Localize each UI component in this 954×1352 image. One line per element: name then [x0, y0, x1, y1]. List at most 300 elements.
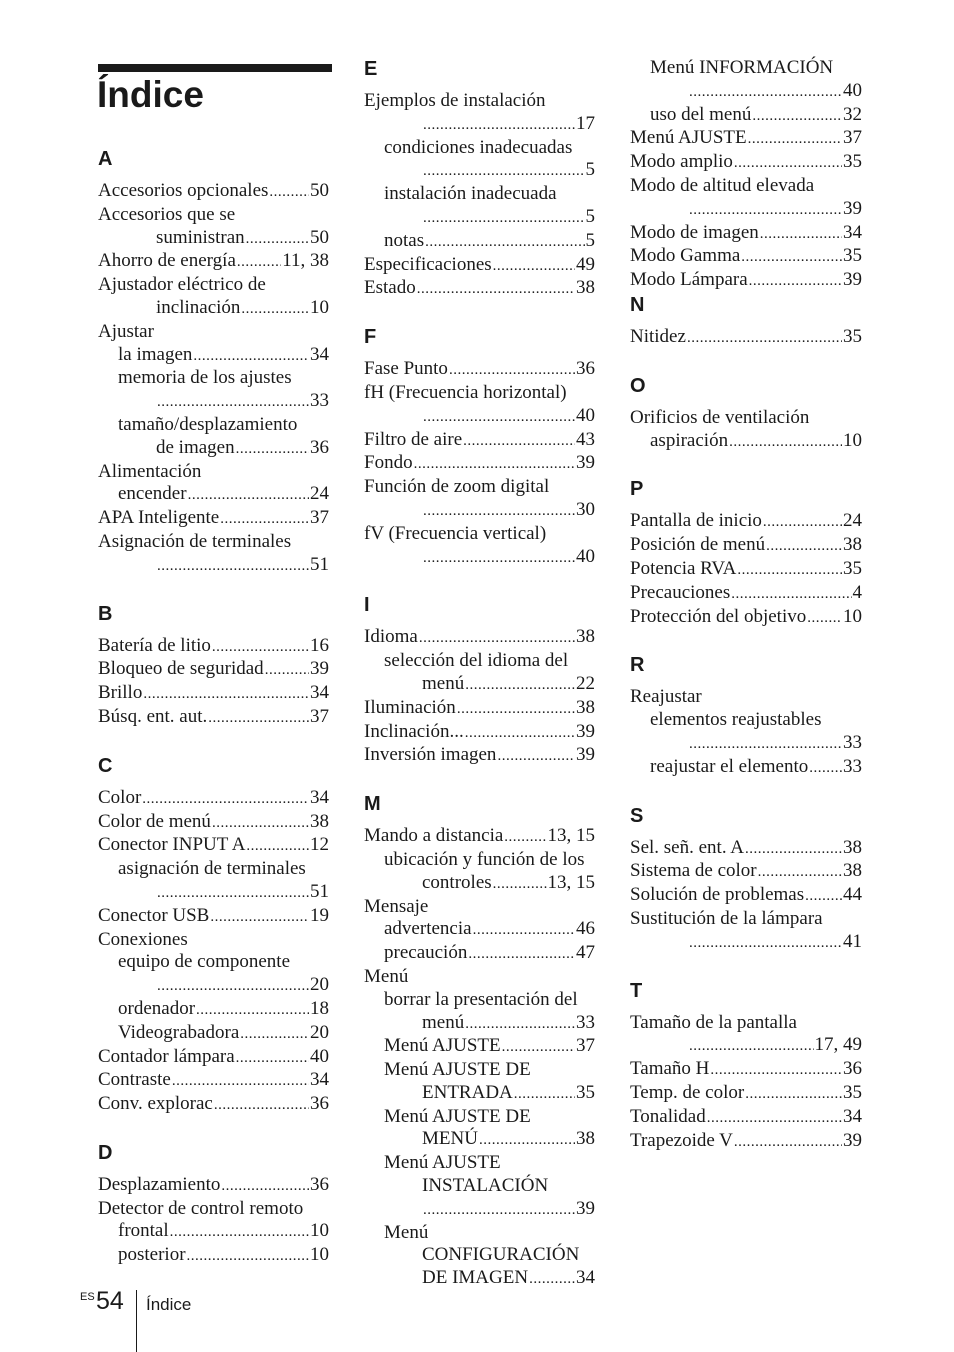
entry-page-ref: 36 — [310, 436, 329, 458]
entry-page-ref: 50 — [310, 226, 329, 248]
entry-term: Estado — [364, 277, 416, 299]
entry-page-ref: 36 — [843, 1058, 862, 1080]
index-entry — [98, 998, 329, 1022]
entry-term: suministran — [156, 226, 245, 248]
dot-leader — [170, 1221, 309, 1244]
dot-leader — [208, 707, 309, 730]
entry-term: Accesorios que se — [98, 203, 236, 225]
entry-term: Videograbadora — [118, 1021, 240, 1043]
entry-page-ref: 10 — [310, 296, 329, 318]
entry-term: controles — [422, 871, 492, 893]
entry-term: notas — [384, 229, 425, 251]
index-entry — [630, 80, 862, 104]
dot-leader — [758, 861, 842, 884]
dot-leader — [423, 500, 575, 523]
entry-term: Conector INPUT A — [98, 834, 246, 856]
entry-term: ordenador — [118, 997, 196, 1019]
dot-leader — [465, 674, 575, 697]
entry-term: Trapezoide V — [630, 1129, 733, 1151]
index-entry — [98, 227, 329, 251]
dot-leader — [246, 228, 309, 251]
index-entry — [98, 1198, 329, 1221]
dot-leader — [157, 555, 309, 578]
entry-term: reajustar el elemento — [650, 755, 809, 777]
dot-leader — [142, 788, 309, 811]
entry-term: advertencia — [384, 918, 472, 940]
index-entry — [98, 858, 329, 881]
entry-page-ref: 39 — [576, 1197, 595, 1219]
entry-page-ref: 38 — [576, 626, 595, 648]
entry-term: Sel. señ. ent. A — [630, 836, 744, 858]
dot-leader — [493, 255, 575, 278]
entry-page-ref: 35 — [843, 245, 862, 267]
entry-term: Inversión imagen — [364, 744, 497, 766]
entry-term: encender — [118, 483, 187, 505]
entry-term: Sistema de color — [630, 860, 757, 882]
dot-leader — [210, 906, 309, 929]
index-entry — [630, 1058, 862, 1082]
entry-page-ref: 35 — [843, 151, 862, 173]
index-entry — [630, 198, 862, 222]
entry-page-ref: 40 — [843, 79, 862, 101]
index-entry — [98, 974, 329, 998]
entry-page-ref: 30 — [576, 498, 595, 520]
dot-leader — [172, 1070, 309, 1093]
dot-leader — [479, 1129, 575, 1152]
section-letter: F — [364, 326, 377, 349]
entry-term: condiciones inadecuadas — [384, 136, 573, 158]
index-entry — [364, 452, 595, 476]
entry-term: Sustitución de la lámpara — [630, 907, 823, 929]
entry-page-ref: 5 — [585, 159, 595, 181]
entry-page-ref: 35 — [843, 557, 862, 579]
entry-term: Ajustar — [98, 320, 154, 342]
index-entry — [364, 206, 595, 230]
entry-term: Menú INFORMACIÓN — [650, 57, 834, 78]
entry-term: Menú AJUSTE — [384, 1035, 501, 1057]
entry-page-ref: 46 — [576, 918, 595, 940]
entry-term: fV (Frecuencia vertical) — [364, 522, 547, 544]
entry-page-ref: 32 — [843, 103, 862, 125]
dot-leader — [465, 722, 575, 745]
entry-page-ref: 33 — [843, 731, 862, 753]
entry-page-ref: 40 — [576, 404, 595, 426]
entry-term: frontal — [118, 1220, 169, 1242]
dot-leader — [748, 128, 842, 151]
section-letter: C — [98, 754, 113, 777]
entry-page-ref: 18 — [310, 997, 329, 1019]
entry-page-ref: 35 — [576, 1081, 595, 1103]
dot-leader — [729, 431, 842, 454]
entry-page-ref: 35 — [843, 325, 862, 347]
index-entry — [630, 151, 862, 175]
footer-divider — [136, 1290, 137, 1352]
index-entry — [630, 127, 862, 151]
index-entry — [364, 1012, 595, 1036]
index-entry — [364, 382, 595, 405]
index-entry — [98, 682, 329, 706]
entry-term: Menú AJUSTE — [630, 127, 747, 149]
index-entry — [98, 834, 329, 858]
index-entry — [98, 811, 329, 835]
index-column-3 — [630, 57, 862, 1153]
index-entry — [364, 429, 595, 453]
index-entry — [98, 367, 329, 390]
entry-page-ref: 5 — [585, 229, 595, 251]
entry-term: Brillo — [98, 682, 143, 704]
index-entry — [364, 825, 595, 849]
entry-page-ref: 33 — [310, 390, 329, 412]
entry-term: APA Inteligente — [98, 507, 220, 529]
entry-term: Bloqueo de seguridad — [98, 658, 264, 680]
dot-leader — [514, 1083, 575, 1106]
index-entry — [364, 90, 595, 113]
dot-leader — [468, 943, 575, 966]
entry-term: menú — [422, 1011, 465, 1033]
index-entry — [364, 1175, 595, 1198]
dot-leader — [457, 698, 575, 721]
entry-page-ref: 37 — [310, 705, 329, 727]
index-entry — [98, 554, 329, 578]
dot-leader — [236, 438, 309, 461]
entry-page-ref: 51 — [310, 553, 329, 575]
entry-term: Nitidez — [630, 325, 686, 347]
index-entry — [630, 534, 862, 558]
dot-leader — [710, 1059, 842, 1082]
entry-term: Detector de control remoto — [98, 1197, 304, 1219]
index-entry — [98, 461, 329, 484]
index-entry — [98, 507, 329, 531]
index-entry — [364, 1244, 595, 1267]
index-entry — [630, 606, 862, 630]
entry-page-ref: 10 — [843, 429, 862, 451]
index-entry — [630, 57, 862, 80]
entry-term: Color — [98, 786, 142, 808]
entry-term: Menú — [364, 965, 409, 987]
dot-leader — [241, 298, 309, 321]
index-entry — [98, 180, 329, 204]
dot-leader — [734, 1131, 842, 1154]
index-entry — [98, 390, 329, 414]
index-entry — [364, 254, 595, 278]
index-entry — [364, 159, 595, 183]
entry-page-ref: 38 — [310, 810, 329, 832]
index-entry — [630, 558, 862, 582]
entry-term: Idioma — [364, 626, 418, 648]
index-entry — [364, 966, 595, 989]
dot-leader — [423, 160, 585, 183]
index-entry — [98, 321, 329, 344]
entry-page-ref: 39 — [576, 744, 595, 766]
dot-leader — [237, 251, 281, 274]
entry-term: Ejemplos de instalación — [364, 90, 546, 111]
index-entry — [98, 1046, 329, 1070]
dot-leader — [157, 882, 309, 905]
entry-term: memoria de los ajustes — [118, 367, 292, 389]
index-entry — [98, 1244, 329, 1268]
index-entry — [364, 942, 595, 966]
index-entry — [630, 582, 862, 606]
entry-page-ref: 49 — [576, 253, 595, 275]
index-entry — [364, 872, 595, 896]
entry-page-ref: 36 — [576, 358, 595, 380]
index-entry — [364, 1106, 595, 1129]
entry-term: Solución de problemas — [630, 884, 805, 906]
entry-page-ref: 11, 38 — [282, 250, 329, 272]
footer-section-label: Índice — [146, 1295, 192, 1314]
entry-term: Inclinación... — [364, 720, 464, 742]
footer-language-tag: ES — [80, 1291, 95, 1303]
index-entry — [364, 476, 595, 499]
entry-page-ref: 17 — [576, 112, 595, 134]
entry-page-ref: 36 — [310, 1173, 329, 1195]
section-letter: T — [630, 979, 643, 1002]
index-entry — [364, 673, 595, 697]
dot-leader — [745, 838, 842, 861]
dot-leader — [221, 1175, 309, 1198]
entry-page-ref: 36 — [310, 1093, 329, 1115]
entry-term: Conexiones — [98, 928, 188, 950]
index-entry — [364, 1152, 595, 1175]
dot-leader — [423, 547, 575, 570]
entry-page-ref: 34 — [843, 221, 862, 243]
section-letter: R — [630, 654, 645, 677]
dot-leader — [493, 873, 547, 896]
entry-page-ref: 39 — [576, 720, 595, 742]
dot-leader — [157, 391, 309, 414]
dot-leader — [504, 826, 546, 849]
entry-page-ref: 43 — [576, 428, 595, 450]
entry-page-ref: 10 — [310, 1244, 329, 1266]
entry-page-ref: 38 — [576, 696, 595, 718]
dot-leader — [423, 406, 575, 429]
index-entry — [630, 1034, 862, 1058]
entry-term: Tonalidad — [630, 1105, 706, 1127]
index-entry — [98, 658, 329, 682]
entry-term: Modo de altitud elevada — [630, 174, 815, 196]
entry-page-ref: 19 — [310, 904, 329, 926]
entry-term: instalación inadecuada — [384, 183, 557, 205]
index-entry — [630, 430, 862, 454]
index-entry — [630, 407, 862, 430]
dot-leader — [734, 152, 842, 175]
dot-leader — [689, 81, 842, 104]
entry-page-ref: 17, 49 — [814, 1034, 862, 1056]
entry-page-ref: 38 — [843, 836, 862, 858]
entry-term: fH (Frecuencia horizontal) — [364, 381, 567, 403]
dot-leader — [419, 627, 575, 650]
section-letter: N — [630, 293, 645, 316]
dot-leader — [741, 246, 842, 269]
index-entry — [630, 222, 862, 246]
entry-term: Menú AJUSTE — [384, 1152, 501, 1174]
index-entry — [630, 908, 862, 931]
entry-page-ref: 24 — [843, 510, 862, 532]
index-entry — [364, 523, 595, 546]
entry-page-ref: 34 — [310, 1069, 329, 1091]
dot-leader — [220, 508, 309, 531]
dot-leader — [463, 430, 575, 453]
dot-leader — [473, 919, 575, 942]
index-entry — [364, 405, 595, 429]
dot-leader — [689, 1035, 814, 1058]
index-entry — [630, 326, 862, 350]
index-entry — [364, 697, 595, 721]
entry-page-ref: 39 — [576, 452, 595, 474]
index-entry — [98, 483, 329, 507]
index-entry — [98, 1022, 329, 1046]
entry-term: Menú AJUSTE DE — [384, 1059, 531, 1081]
index-entry — [630, 1082, 862, 1106]
dot-leader — [240, 1023, 309, 1046]
index-entry — [630, 860, 862, 884]
entry-term: Modo Lámpara — [630, 269, 748, 291]
entry-term: aspiración — [650, 429, 729, 451]
entry-term: Alimentación — [98, 460, 202, 482]
entry-term: Color de menú — [98, 810, 211, 832]
index-entry — [364, 1222, 595, 1245]
index-entry — [630, 104, 862, 128]
entry-term: Contador lámpara — [98, 1045, 235, 1067]
dot-leader — [246, 835, 309, 858]
entry-term: Menú — [384, 1221, 429, 1243]
index-entry — [98, 531, 329, 554]
index-entry — [98, 344, 329, 368]
dot-leader — [423, 207, 585, 230]
dot-leader — [745, 1083, 842, 1106]
entry-term: Posición de menú — [630, 534, 766, 556]
entry-page-ref: 37 — [843, 127, 862, 149]
entry-term: la imagen — [118, 343, 193, 365]
entry-page-ref: 37 — [310, 507, 329, 529]
index-entry — [364, 499, 595, 523]
entry-page-ref: 10 — [310, 1220, 329, 1242]
index-entry — [364, 721, 595, 745]
entry-page-ref: 38 — [843, 534, 862, 556]
entry-term: Especificaciones — [364, 253, 492, 275]
entry-page-ref: 39 — [843, 197, 862, 219]
index-entry — [630, 1012, 862, 1035]
index-entry — [364, 1035, 595, 1059]
dot-leader — [265, 659, 309, 682]
index-column-1 — [98, 147, 329, 1268]
dot-leader — [737, 559, 842, 582]
dot-leader — [188, 484, 309, 507]
dot-leader — [269, 181, 309, 204]
entry-term: Reajustar — [630, 686, 702, 708]
dot-leader — [497, 745, 575, 768]
entry-page-ref: 24 — [310, 483, 329, 505]
index-entry — [630, 931, 862, 955]
entry-term: Temp. de color — [630, 1081, 745, 1103]
index-entry — [98, 297, 329, 321]
index-entry — [630, 709, 862, 732]
dot-leader — [214, 1094, 309, 1117]
entry-term: Menú AJUSTE DE — [384, 1105, 531, 1127]
entry-term: tamaño/desplazamiento — [118, 413, 298, 435]
entry-term: Función de zoom digital — [364, 476, 550, 498]
index-entry — [364, 849, 595, 872]
entry-page-ref: 39 — [843, 1129, 862, 1151]
entry-page-ref: 41 — [843, 930, 862, 952]
entry-term: Pantalla de inicio — [630, 510, 762, 532]
index-entry — [364, 1082, 595, 1106]
dot-leader — [212, 812, 309, 835]
index-entry — [364, 989, 595, 1012]
entry-page-ref: 34 — [310, 343, 329, 365]
entry-term: asignación de terminales — [118, 858, 306, 880]
entry-term: Orificios de ventilación — [630, 406, 810, 428]
index-entry — [98, 274, 329, 297]
entry-term: Modo Gamma — [630, 245, 741, 267]
index-entry — [364, 183, 595, 206]
entry-term: Accesorios opcionales — [98, 180, 269, 201]
entry-term: Precauciones — [630, 581, 731, 603]
dot-leader — [449, 359, 575, 382]
dot-leader — [689, 932, 842, 955]
entry-term: posterior — [118, 1244, 186, 1266]
index-entry — [364, 546, 595, 570]
index-entry — [364, 650, 595, 673]
entry-term: precaución — [384, 942, 468, 964]
entry-page-ref: 20 — [310, 1021, 329, 1043]
entry-term: Tamaño H — [630, 1058, 710, 1080]
entry-page-ref: 38 — [843, 860, 862, 882]
entry-page-ref: 20 — [310, 974, 329, 996]
entry-term: Protección del objetivo — [630, 605, 807, 627]
entry-page-ref: 4 — [852, 581, 862, 603]
entry-page-ref: 34 — [310, 786, 329, 808]
dot-leader — [193, 345, 309, 368]
page-title: Índice — [97, 74, 204, 115]
dot-leader — [805, 885, 842, 908]
dot-leader — [760, 223, 842, 246]
index-entry — [630, 1130, 862, 1154]
index-entry — [630, 510, 862, 534]
title-rule — [98, 64, 332, 72]
section-letter: S — [630, 804, 644, 827]
entry-term: ubicación y función de los — [384, 848, 585, 870]
entry-page-ref: 37 — [576, 1035, 595, 1057]
entry-page-ref: 16 — [310, 634, 329, 656]
dot-leader — [212, 636, 309, 659]
entry-page-ref: 12 — [310, 834, 329, 856]
dot-leader — [196, 999, 309, 1022]
index-entry — [364, 277, 595, 301]
index-entry — [364, 137, 595, 160]
index-entry — [98, 414, 329, 437]
index-entry — [364, 358, 595, 382]
entry-term: borrar la presentación del — [384, 988, 578, 1010]
dot-leader — [689, 733, 842, 756]
dot-leader — [143, 683, 309, 706]
entry-term: CONFIGURACIÓN — [422, 1244, 580, 1266]
index-entry — [98, 706, 329, 730]
entry-term: Fase Punto — [364, 358, 448, 380]
entry-page-ref: 34 — [843, 1105, 862, 1127]
index-entry — [98, 951, 329, 974]
entry-term: Ajustador eléctrico de — [98, 274, 266, 296]
dot-leader — [529, 1268, 575, 1291]
index-entry — [364, 1198, 595, 1222]
entry-term: Mensaje — [364, 895, 429, 917]
entry-term: DE IMAGEN — [422, 1267, 529, 1289]
dot-leader — [187, 1245, 309, 1268]
dot-leader — [807, 607, 842, 630]
entry-term: Fondo — [364, 452, 413, 474]
entry-page-ref: 13, 15 — [547, 871, 595, 893]
index-entry — [98, 929, 329, 952]
